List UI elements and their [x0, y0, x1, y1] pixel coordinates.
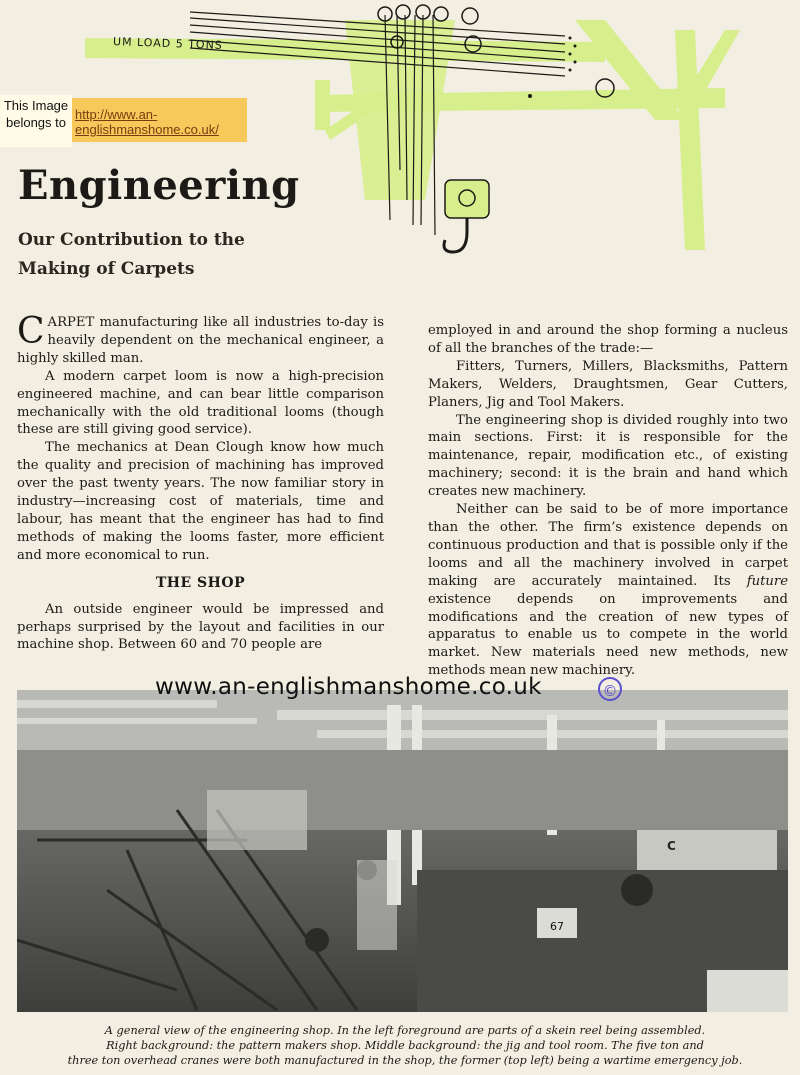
section-heading: THE SHOP [155, 574, 246, 591]
photo-watermark-url: www.an-englishmanshome.co.uk [155, 674, 542, 700]
watermark-notice [0, 95, 72, 147]
paragraph: A modern carpet loom is now a high-precision engineered machine, and can bear little comparison mechanically with the old traditional looms (though these are still giving good service). [17, 368, 384, 438]
watermark-line-1: This Image [3, 98, 69, 113]
watermark-link[interactable]: http://www.an-englishmanshome.co.uk/ [72, 98, 247, 142]
machine-letter: C [667, 839, 676, 853]
tag-label: 67 [550, 920, 564, 933]
article-column-left [17, 311, 384, 654]
paragraph: The mechanics at Dean Clough know how much the quality and precision of machining has improved over the past twenty years. The now familiar story in industry—increasing cost of materials, time and labour, has meant that the engineer has had to find methods of making the looms faster, more efficient and more economical to run. [17, 440, 384, 563]
paragraph [428, 501, 788, 680]
caption-line-1: A general view of the engineering shop. In the left foreground are parts of a skein reel being assembled. [104, 1024, 706, 1037]
emphasis-text: future [746, 573, 788, 589]
watermark-line-2: belongs to [6, 115, 66, 130]
page-title: Engineering [18, 162, 300, 209]
paragraph-text: existence depends on improvements and modifications and the creation of new types of apparatus to enable us to compete in the world market. New materials need new methods, new methods mean new machinery. [428, 591, 788, 679]
drop-cap: C [17, 311, 45, 352]
paragraph: Fitters, Turners, Millers, Blacksmiths, Pattern Makers, Welders, Draughtsmen, Gear Cutters, Planers, Jig and Tool Makers. [428, 358, 788, 410]
crane-load-label: UM LOAD 5 TONS [112, 35, 224, 52]
paragraph [17, 311, 384, 368]
paragraph-text: ARPET manufacturing like all industries to-day is heavily dependent on the mechanical engineer, a highly skilled man. [17, 315, 384, 366]
engineering-shop-photo [17, 690, 788, 1012]
caption-line-2: Right background: the pattern makers shop. Middle background: the jig and tool room. The five ton and [106, 1039, 704, 1052]
page-subtitle [18, 226, 245, 284]
paragraph: An outside engineer would be impressed and perhaps surprised by the layout and facilities in our machine shop. Between 60 and 70 people are [17, 601, 384, 653]
caption-line-3: three ton overhead cranes were both manufactured in the shop, the former (top left) being a wartime emergency job. [67, 1054, 743, 1067]
article-column-right [428, 322, 788, 680]
photo-caption [40, 1023, 770, 1068]
subtitle-line-2: Making of Carpets [18, 259, 195, 279]
subtitle-line-1: Our Contribution to the [18, 230, 245, 250]
workshop-photo-icon [17, 690, 788, 1012]
copyright-icon: © [598, 677, 622, 701]
paragraph: The engineering shop is divided roughly into two main sections. First: it is responsible for the maintenance, repair, modification etc., of existing machinery; second: it is the brain and hand which creates new machinery. [428, 412, 788, 500]
paragraph-text: Neither can be said to be of more importance than the other. The firm’s existence depends on continuous production and that is possible only if the looms and all the machinery involved in carpet making are accurately maintained. Its [428, 502, 788, 589]
paragraph: employed in and around the shop forming a nucleus of all the branches of the trade:— [428, 323, 788, 356]
